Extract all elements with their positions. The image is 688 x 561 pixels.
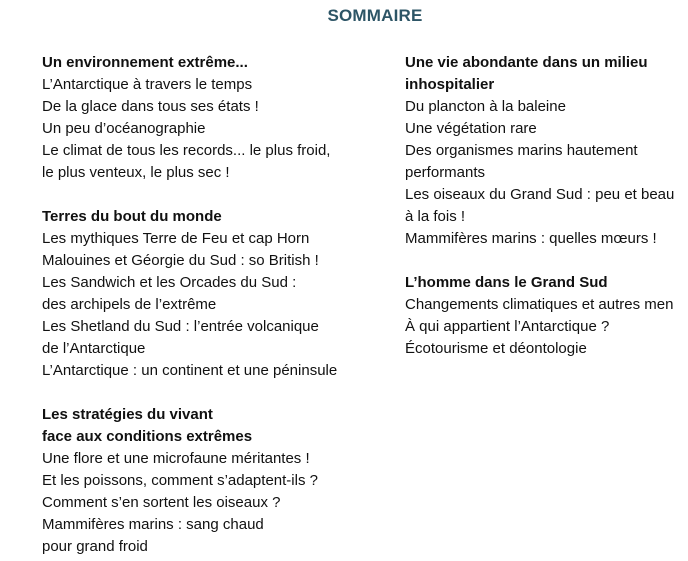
- toc-item: Et les poissons, comment s’adaptent-ils ?: [42, 472, 318, 489]
- toc-item: Écotourisme et déontologie: [405, 340, 587, 357]
- toc-item: Les Sandwich et les Orcades du Sud : des archipels de l’extrême: [42, 274, 297, 313]
- toc-column-left: [42, 52, 362, 561]
- toc-section: [42, 52, 362, 184]
- toc-item: Mammifères marins : sang chaud pour grand froid: [42, 516, 264, 555]
- section-heading: L’homme dans le Grand Sud: [405, 274, 608, 291]
- toc-section: [42, 206, 362, 382]
- section-heading: Un environnement extrême...: [42, 54, 248, 71]
- section-heading: Les stratégies du vivant face aux conditions extrêmes: [42, 406, 253, 445]
- toc-section: [405, 52, 688, 250]
- toc-item: Changements climatiques et autres men: [405, 296, 674, 313]
- section-heading: Terres du bout du monde: [42, 208, 222, 225]
- toc-item: À qui appartient l’Antarctique ?: [405, 318, 610, 335]
- toc-item: Les oiseaux du Grand Sud : peu et beau à la fois !: [405, 186, 675, 225]
- toc-item: Mammifères marins : quelles mœurs !: [405, 230, 657, 247]
- toc-item: Malouines et Géorgie du Sud : so British !: [42, 252, 319, 269]
- section-heading: Une vie abondante dans un milieu inhospitalier: [405, 54, 648, 93]
- toc-item: De la glace dans tous ses états !: [42, 98, 259, 115]
- toc-item: Un peu d’océanographie: [42, 120, 206, 137]
- toc-item: Du plancton à la baleine: [405, 98, 566, 115]
- toc-item: Comment s’en sortent les oiseaux ?: [42, 494, 281, 511]
- toc-item: L’Antarctique à travers le temps: [42, 76, 253, 93]
- toc-item: Les Shetland du Sud : l’entrée volcanique de l’Antarctique: [42, 318, 319, 357]
- toc-section: [405, 272, 688, 360]
- toc-item: Les mythiques Terre de Feu et cap Horn: [42, 230, 310, 247]
- toc-item: Une végétation rare: [405, 120, 537, 137]
- toc-column-right: [405, 52, 688, 382]
- toc-item: Le climat de tous les records... le plus froid, le plus venteux, le plus sec !: [42, 142, 331, 181]
- toc-section: [42, 404, 362, 558]
- toc-item: Une flore et une microfaune méritantes !: [42, 450, 310, 467]
- page-title: SOMMAIRE: [327, 6, 423, 25]
- toc-item: L’Antarctique : un continent et une péninsule: [42, 362, 338, 379]
- toc-item: Des organismes marins hautement performants: [405, 142, 638, 181]
